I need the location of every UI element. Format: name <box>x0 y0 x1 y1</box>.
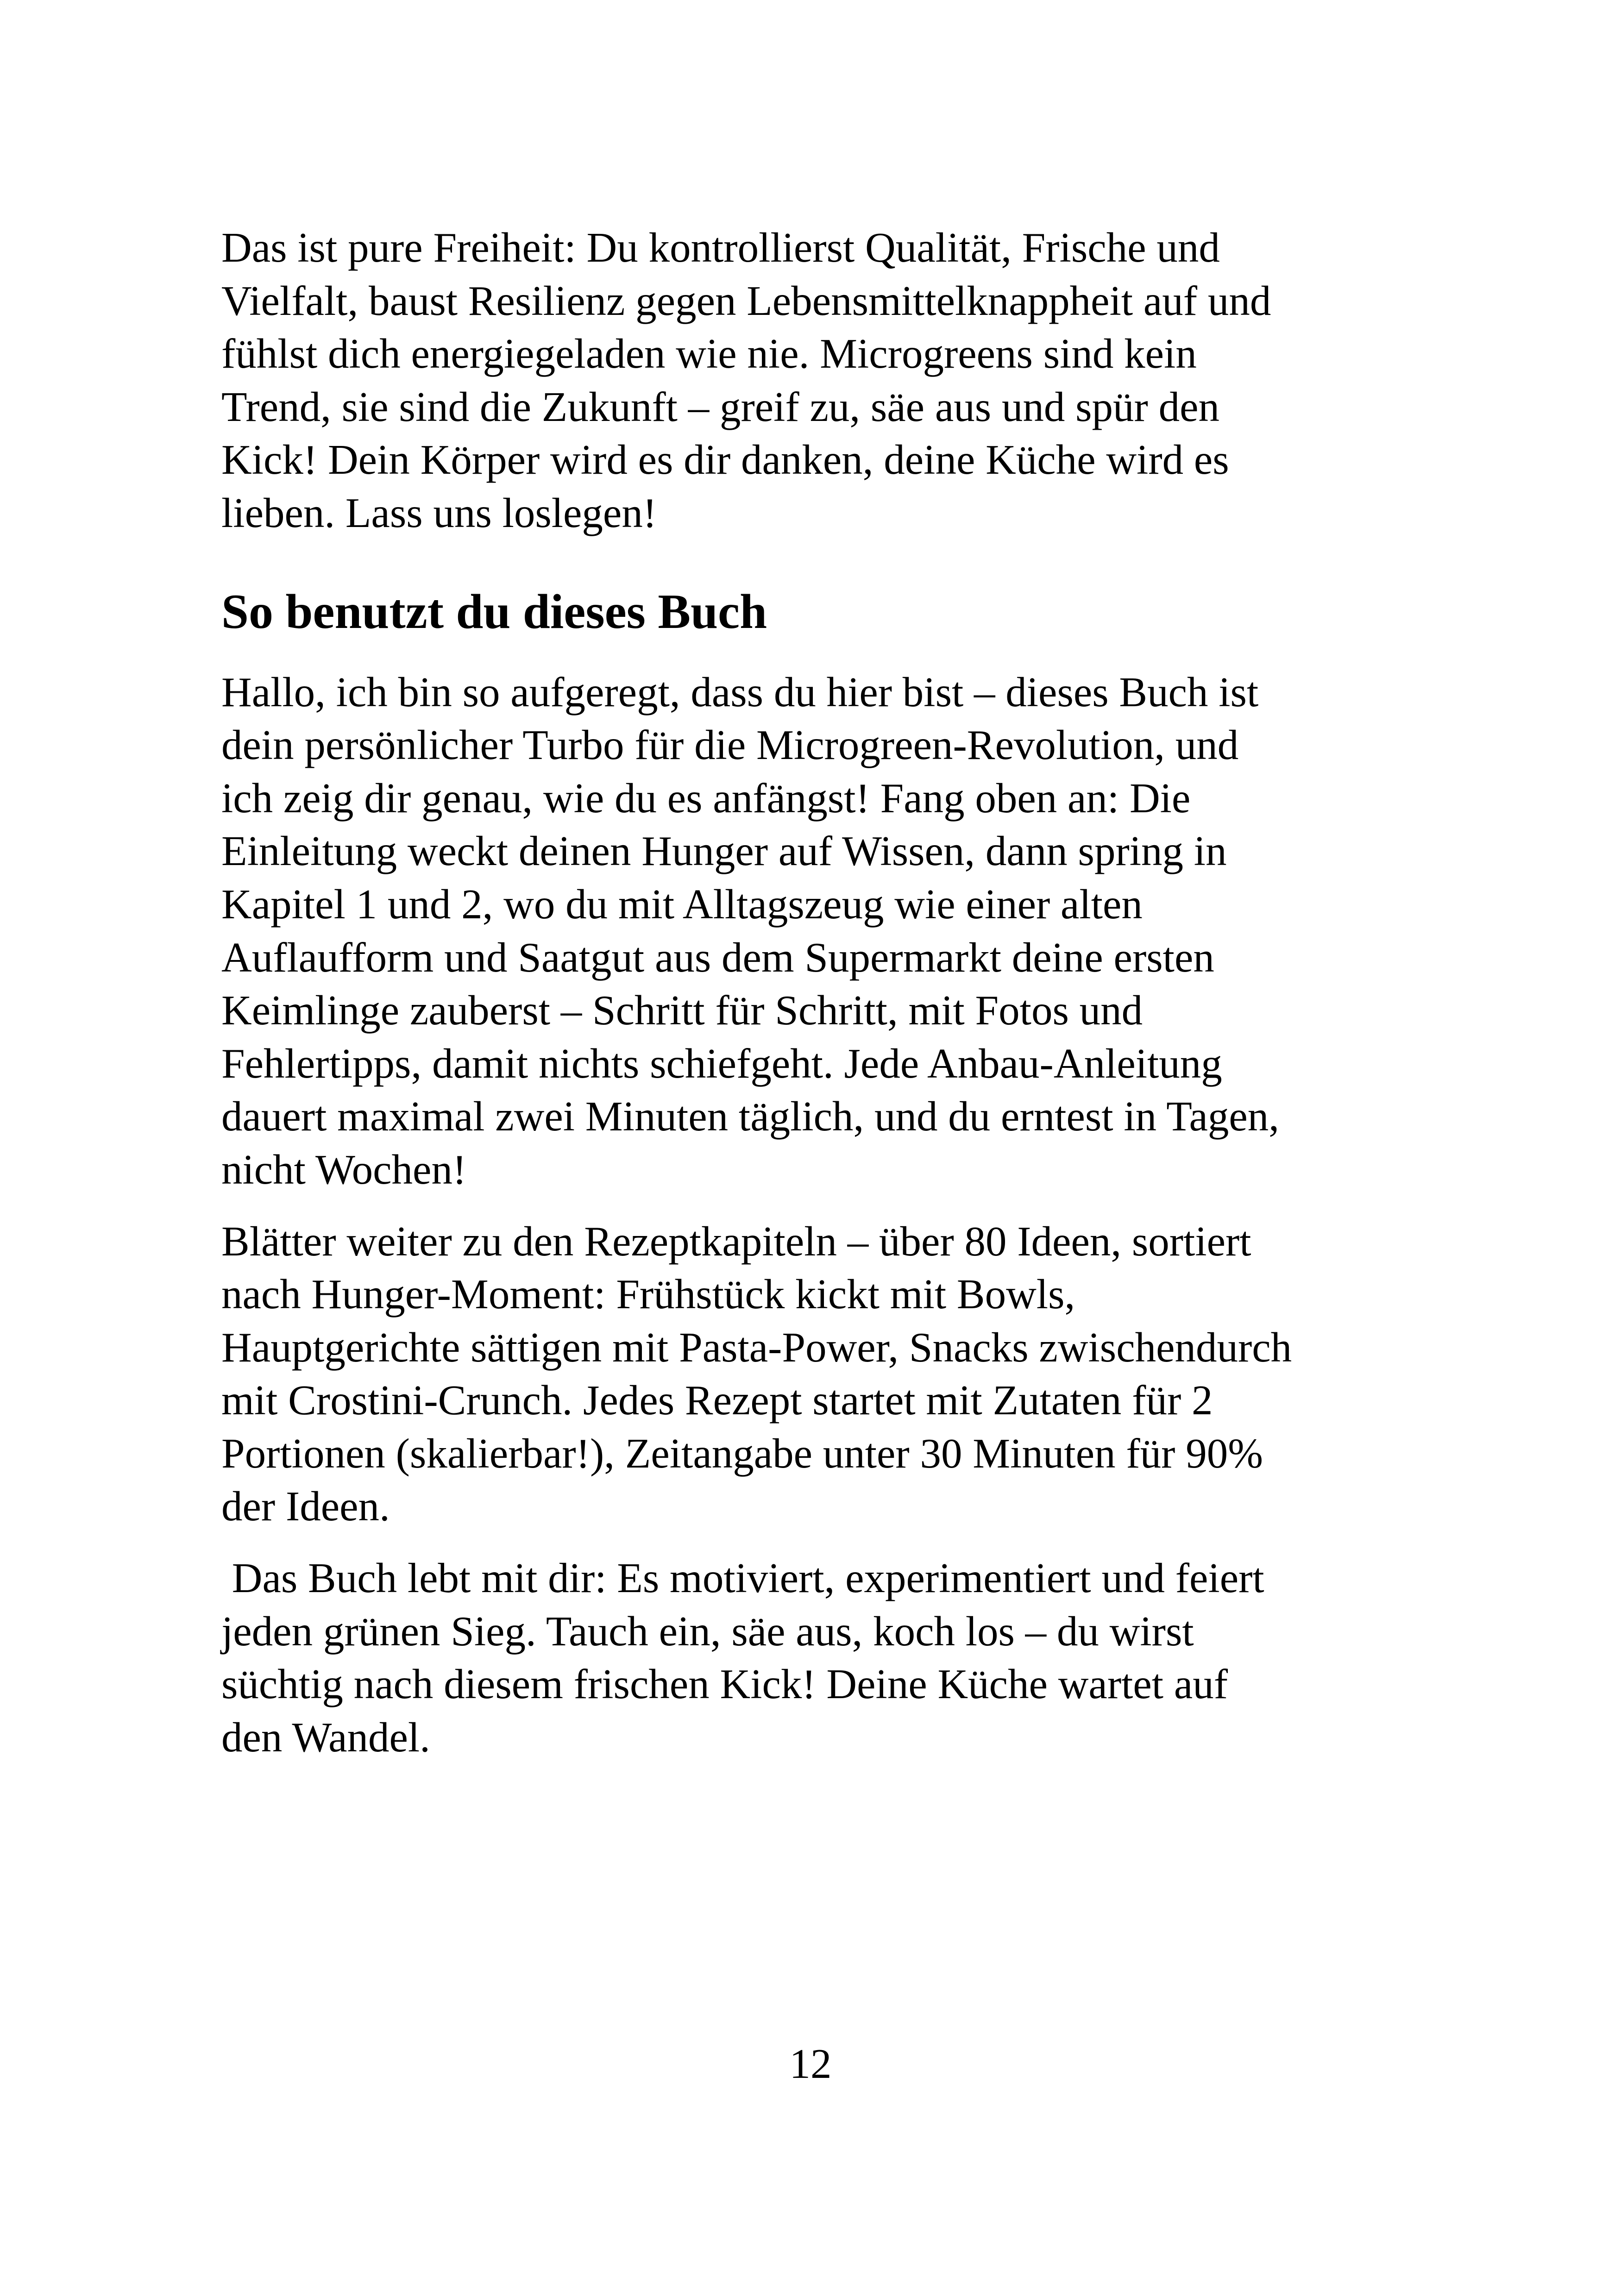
text-line: dein persönlicher Turbo für die Microgreen-Revolution, und <box>221 721 1239 769</box>
text-line: ich zeig dir genau, wie du es anfängst! Fang oben an: Die <box>221 774 1191 822</box>
text-line: jeden grünen Sieg. Tauch ein, säe aus, koch los – du wirst <box>221 1607 1194 1655</box>
text-line: Das ist pure Freiheit: Du kontrollierst Qualität, Frische und <box>221 224 1220 271</box>
text-line: Kick! Dein Körper wird es dir danken, deine Küche wird es <box>221 436 1229 483</box>
text-line: lieben. Lass uns loslegen! <box>221 489 657 536</box>
text-line: Portionen (skalierbar!), Zeitangabe unter 30 Minuten für 90% <box>221 1430 1263 1477</box>
text-line: Hauptgerichte sättigen mit Pasta-Power, Snacks zwischendurch <box>221 1324 1292 1371</box>
text-line: nicht Wochen! <box>221 1146 467 1193</box>
text-line: mit Crostini-Crunch. Jedes Rezept startet mit Zutaten für 2 <box>221 1377 1213 1424</box>
section-paragraph <box>221 666 1416 1197</box>
text-line: Blätter weiter zu den Rezeptkapiteln – über 80 Ideen, sortiert <box>221 1217 1251 1265</box>
text-line: nach Hunger-Moment: Frühstück kickt mit Bowls, <box>221 1271 1075 1318</box>
section-paragraph <box>221 1215 1416 1534</box>
section-heading: So benutzt du dieses Buch <box>221 584 767 639</box>
text-line: Trend, sie sind die Zukunft – greif zu, säe aus und spür den <box>221 383 1219 430</box>
text-line: Das Buch lebt mit dir: Es motiviert, experimentiert und feiert <box>221 1555 1264 1602</box>
text-line: der Ideen. <box>221 1483 390 1530</box>
text-line: Vielfalt, baust Resilienz gegen Lebensmittelknappheit auf und <box>221 277 1271 324</box>
text-line: Einleitung weckt deinen Hunger auf Wissen, dann spring in <box>221 828 1227 875</box>
intro-paragraph <box>221 221 1416 540</box>
page-number: 12 <box>789 2040 832 2087</box>
text-line: Keimlinge zauberst – Schritt für Schritt, mit Fotos und <box>221 987 1143 1034</box>
text-line: dauert maximal zwei Minuten täglich, und du erntest in Tagen, <box>221 1093 1280 1140</box>
text-line: Fehlertipps, damit nichts schiefgeht. Jede Anbau-Anleitung <box>221 1040 1222 1087</box>
text-line: süchtig nach diesem frischen Kick! Deine Küche wartet auf <box>221 1661 1228 1708</box>
section-paragraph <box>221 1552 1416 1764</box>
text-line: fühlst dich energiegeladen wie nie. Microgreens sind kein <box>221 330 1197 377</box>
text-line: Hallo, ich bin so aufgeregt, dass du hier bist – dieses Buch ist <box>221 668 1259 715</box>
text-line: Kapitel 1 und 2, wo du mit Alltagszeug wie einer alten <box>221 880 1143 928</box>
text-line: den Wandel. <box>221 1713 430 1761</box>
page-content <box>221 221 1416 1764</box>
text-line: Auflaufform und Saatgut aus dem Supermarkt deine ersten <box>221 934 1214 981</box>
